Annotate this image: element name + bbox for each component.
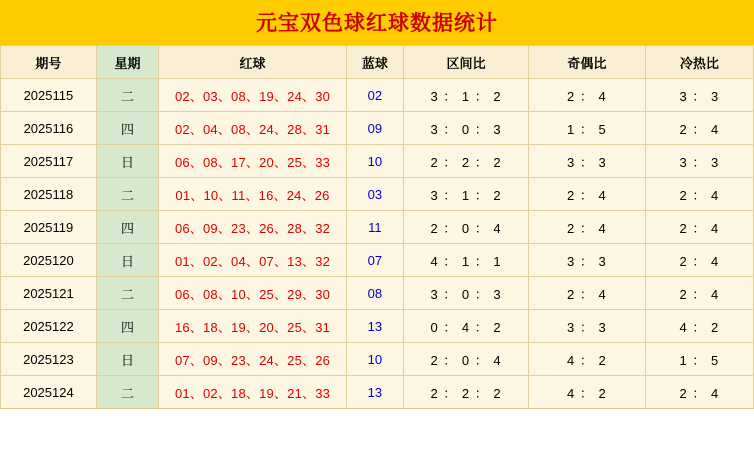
header-zone-ratio: 区间比: [404, 46, 529, 79]
cell-zone-ratio: 3 ： 1 ： 2: [404, 178, 529, 211]
title-bar: [0, 0, 754, 45]
cell-issue: 2025115: [1, 79, 97, 112]
cell-zone-ratio: 2 ： 2 ： 2: [404, 376, 529, 409]
page-title: 元宝双色球红球数据统计: [256, 12, 498, 35]
cell-zone-ratio: 3 ： 1 ： 2: [404, 79, 529, 112]
cell-zone-ratio: 0 ： 4 ： 2: [404, 310, 529, 343]
cell-red-balls: 06、08、17、20、25、33: [159, 145, 346, 178]
cell-odd-even-ratio: 2 ： 4: [529, 277, 646, 310]
cell-issue: 2025120: [1, 244, 97, 277]
cell-hot-cold-ratio: 3 ： 3: [645, 79, 753, 112]
cell-blue-ball: 10: [346, 145, 403, 178]
header-issue: 期号: [1, 46, 97, 79]
cell-odd-even-ratio: 3 ： 3: [529, 244, 646, 277]
cell-zone-ratio: 2 ： 0 ： 4: [404, 211, 529, 244]
cell-week: 四: [96, 310, 158, 343]
cell-week: 二: [96, 376, 158, 409]
cell-issue: 2025122: [1, 310, 97, 343]
cell-hot-cold-ratio: 2 ： 4: [645, 376, 753, 409]
table-header: [1, 46, 754, 79]
cell-issue: 2025116: [1, 112, 97, 145]
cell-red-balls: 01、10、11、16、24、26: [159, 178, 346, 211]
cell-zone-ratio: 3 ： 0 ： 3: [404, 112, 529, 145]
cell-week: 四: [96, 211, 158, 244]
table-row: [1, 211, 754, 244]
cell-odd-even-ratio: 1 ： 5: [529, 112, 646, 145]
cell-odd-even-ratio: 4 ： 2: [529, 376, 646, 409]
cell-hot-cold-ratio: 2 ： 4: [645, 277, 753, 310]
cell-hot-cold-ratio: 2 ： 4: [645, 178, 753, 211]
cell-blue-ball: 02: [346, 79, 403, 112]
cell-zone-ratio: 3 ： 0 ： 3: [404, 277, 529, 310]
cell-blue-ball: 08: [346, 277, 403, 310]
cell-red-balls: 02、03、08、19、24、30: [159, 79, 346, 112]
table-row: [1, 145, 754, 178]
table-row: [1, 310, 754, 343]
cell-blue-ball: 09: [346, 112, 403, 145]
stats-table: [0, 45, 754, 409]
cell-issue: 2025121: [1, 277, 97, 310]
header-week: 星期: [96, 46, 158, 79]
cell-issue: 2025117: [1, 145, 97, 178]
cell-red-balls: 01、02、18、19、21、33: [159, 376, 346, 409]
cell-blue-ball: 10: [346, 343, 403, 376]
cell-hot-cold-ratio: 4 ： 2: [645, 310, 753, 343]
cell-issue: 2025123: [1, 343, 97, 376]
cell-red-balls: 16、18、19、20、25、31: [159, 310, 346, 343]
cell-odd-even-ratio: 3 ： 3: [529, 145, 646, 178]
cell-hot-cold-ratio: 2 ： 4: [645, 244, 753, 277]
header-hot-cold-ratio: 冷热比: [645, 46, 753, 79]
cell-week: 日: [96, 145, 158, 178]
header-row: [1, 46, 754, 79]
cell-blue-ball: 07: [346, 244, 403, 277]
cell-week: 日: [96, 244, 158, 277]
cell-week: 四: [96, 112, 158, 145]
cell-blue-ball: 13: [346, 376, 403, 409]
cell-issue: 2025124: [1, 376, 97, 409]
cell-blue-ball: 03: [346, 178, 403, 211]
cell-week: 二: [96, 79, 158, 112]
cell-week: 二: [96, 277, 158, 310]
cell-odd-even-ratio: 3 ： 3: [529, 310, 646, 343]
header-red: 红球: [159, 46, 346, 79]
cell-zone-ratio: 2 ： 2 ： 2: [404, 145, 529, 178]
table-row: [1, 376, 754, 409]
cell-red-balls: 07、09、23、24、25、26: [159, 343, 346, 376]
cell-hot-cold-ratio: 2 ： 4: [645, 112, 753, 145]
cell-red-balls: 02、04、08、24、28、31: [159, 112, 346, 145]
table-row: [1, 277, 754, 310]
header-odd-even-ratio: 奇偶比: [529, 46, 646, 79]
table-row: [1, 79, 754, 112]
cell-odd-even-ratio: 2 ： 4: [529, 178, 646, 211]
cell-hot-cold-ratio: 1 ： 5: [645, 343, 753, 376]
cell-zone-ratio: 4 ： 1 ： 1: [404, 244, 529, 277]
cell-odd-even-ratio: 4 ： 2: [529, 343, 646, 376]
cell-red-balls: 06、09、23、26、28、32: [159, 211, 346, 244]
cell-week: 二: [96, 178, 158, 211]
cell-blue-ball: 11: [346, 211, 403, 244]
cell-red-balls: 06、08、10、25、29、30: [159, 277, 346, 310]
cell-issue: 2025119: [1, 211, 97, 244]
cell-hot-cold-ratio: 2 ： 4: [645, 211, 753, 244]
cell-issue: 2025118: [1, 178, 97, 211]
cell-zone-ratio: 2 ： 0 ： 4: [404, 343, 529, 376]
cell-odd-even-ratio: 2 ： 4: [529, 211, 646, 244]
cell-hot-cold-ratio: 3 ： 3: [645, 145, 753, 178]
table-row: [1, 244, 754, 277]
cell-blue-ball: 13: [346, 310, 403, 343]
header-blue: 蓝球: [346, 46, 403, 79]
cell-week: 日: [96, 343, 158, 376]
cell-odd-even-ratio: 2 ： 4: [529, 79, 646, 112]
table-row: [1, 178, 754, 211]
table-row: [1, 112, 754, 145]
table-row: [1, 343, 754, 376]
table-body: [1, 79, 754, 409]
cell-red-balls: 01、02、04、07、13、32: [159, 244, 346, 277]
